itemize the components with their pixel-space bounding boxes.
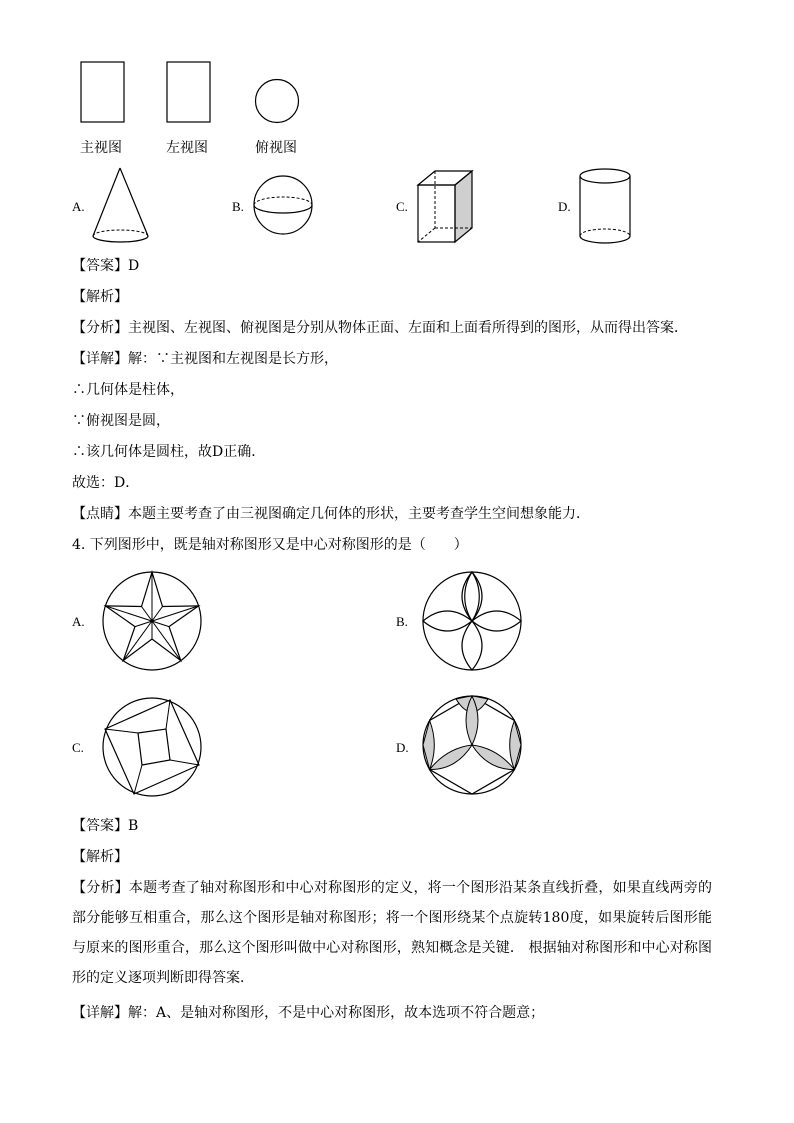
answer-value: B (128, 818, 139, 834)
q3-comment-line: 【点睛】本题主要考查了由三视图确定几何体的形状，主要考查学生空间想象能力． (72, 506, 590, 522)
q3-option-d-label: D. (558, 199, 571, 214)
q3-analysis-tag: 【解析】 (72, 289, 128, 305)
answer-tag: 【答案】 (72, 258, 128, 274)
q3-detail-line: ∴几何体是柱体， (72, 382, 184, 398)
left-view-label: 左视图 (166, 140, 208, 156)
q3-detail-line: 【详解】解：∵主视图和左视图是长方形， (72, 351, 338, 367)
answer-value: D (128, 258, 140, 274)
q4-stem: 4. 下列图形中，既是轴对称图形又是中心对称图形的是（ ） (72, 537, 468, 553)
q3-detail-line: ∵俯视图是圆， (72, 413, 170, 429)
q4-detail-line: 【详解】解：A、是轴对称图形，不是中心对称图形，故本选项不符合题意； (72, 1005, 545, 1021)
q4-option-c-label: C. (72, 740, 84, 755)
q4-analysis-paragraph: 【分析】本题考查了轴对称图形和中心对称图形的定义，将一个图形沿某条直线折叠，如果直线两旁的部分能够互相重合，那么这个图形是轴对称图形；将一个图形绕某个点旋转180度，如果旋转后图形能与原来的图形重合，那么这个图形叫做中心对称图形，熟知概念是关键． 根据轴对称图形和中心对称图形的定义逐项判断即得答案． (72, 880, 712, 986)
front-view-label: 主视图 (80, 140, 122, 156)
q3-detail-line: 故选：D． (72, 475, 140, 491)
q4-option-d-label: D. (396, 740, 409, 755)
answer-tag: 【答案】 (72, 818, 128, 834)
q3-detail-line: ∴该几何体是圆柱，故D正确． (72, 444, 266, 460)
q4-answer (72, 817, 138, 835)
q4-option-a-label: A. (72, 614, 85, 629)
q3-option-a-label: A. (72, 199, 85, 214)
q3-option-b-label: B. (232, 199, 244, 214)
top-view-label: 俯视图 (255, 140, 297, 156)
q3-analysis-line: 【分析】主视图、左视图、俯视图是分别从物体正面、左面和上面看所得到的图形，从而得出答案． (72, 320, 688, 336)
q3-option-c-label: C. (396, 199, 408, 214)
q4-analysis-tag: 【解析】 (72, 849, 128, 865)
q4-option-b-label: B. (396, 614, 408, 629)
